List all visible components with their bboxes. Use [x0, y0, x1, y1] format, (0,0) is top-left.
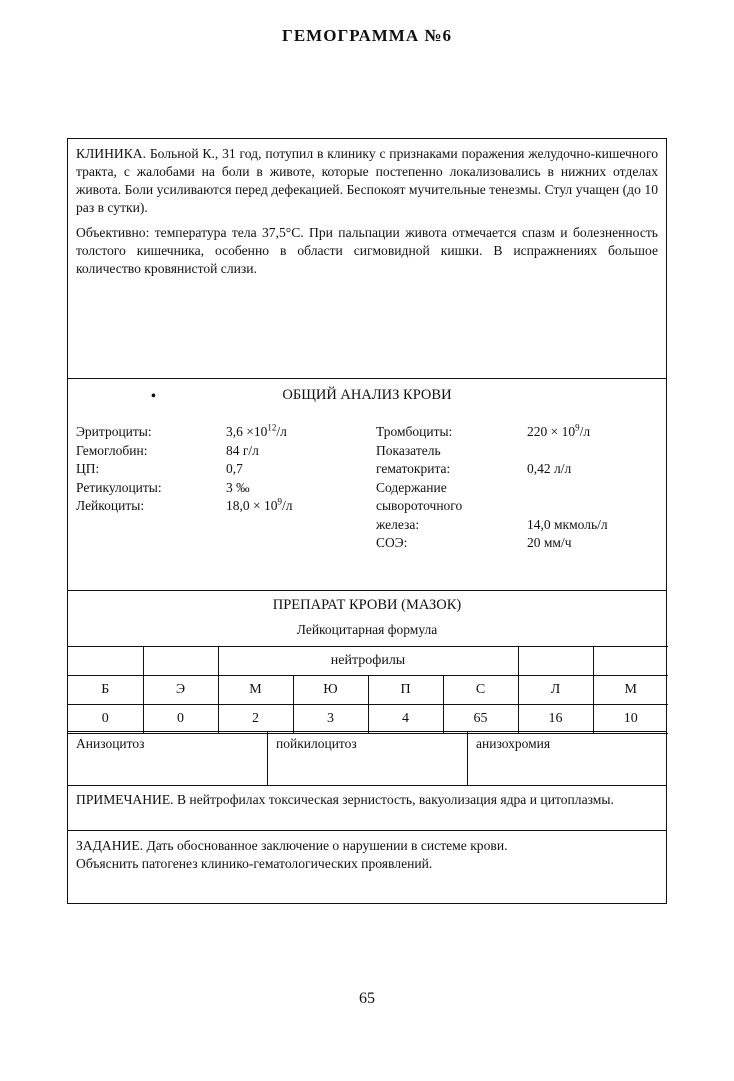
header-empty-cell	[593, 647, 668, 676]
label-hb: Гемоглобин:	[76, 442, 148, 458]
value-metamyelocytes: 3	[293, 705, 368, 734]
cell-type-row	[68, 676, 668, 705]
value-basophils: 0	[68, 705, 143, 734]
value-eosinophils: 0	[143, 705, 218, 734]
label-wbc: Лейкоциты:	[76, 498, 145, 513]
header-empty-cell	[518, 647, 593, 676]
anisochromia-cell: анизохромия	[476, 736, 551, 751]
neutrophils-group-header: нейтрофилы	[218, 647, 518, 676]
leukocyte-formula-table	[68, 646, 668, 734]
value-band: 4	[368, 705, 443, 734]
header-empty-cell	[143, 647, 218, 676]
value-myelocytes: 2	[218, 705, 293, 734]
header-empty-cell	[68, 647, 143, 676]
header-monocytes: М	[593, 676, 668, 705]
leuko-formula-title: Лейкоцитарная формула	[296, 622, 438, 637]
task-line-1: ЗАДАНИЕ. Дать обоснованное заключение о нарушении в системе крови.	[76, 838, 508, 853]
anisocytosis-cell: Анизоцитоз	[68, 732, 268, 785]
label-hct-2: гематокрита:	[376, 461, 451, 476]
left-labels	[76, 423, 162, 516]
hemogram-card	[67, 138, 667, 904]
value-esr: 20 мм/ч	[527, 535, 572, 550]
value-hct: 0,42 л/л	[527, 461, 572, 476]
value-monocytes: 10	[593, 705, 668, 734]
header-band: П	[368, 676, 443, 705]
left-values	[226, 423, 293, 516]
label-esr: СОЭ:	[376, 535, 408, 550]
header-lymphocytes: Л	[518, 676, 593, 705]
label-iron-3: железа:	[376, 516, 420, 532]
label-rbc: Эритроциты:	[76, 424, 152, 439]
value-lymphocytes: 16	[518, 705, 593, 734]
value-plt: $220 \times 10^9/л$	[527, 422, 591, 439]
value-retic: 3 ‰	[226, 479, 250, 495]
bullet-mark: •	[151, 389, 156, 404]
clinic-section	[68, 139, 666, 379]
header-metamyelocytes: Ю	[293, 676, 368, 705]
header-eosinophils: Э	[143, 676, 218, 705]
group-header-row	[68, 647, 668, 676]
label-plt: Тромбоциты:	[376, 424, 453, 439]
note-section: ПРИМЕЧАНИЕ. В нейтрофилах токсическая зернистость, вакуолизация ядра и цитоплазмы.	[68, 786, 666, 831]
smear-section	[68, 591, 666, 731]
label-hct-1: Показатель	[376, 442, 441, 458]
header-basophils: Б	[68, 676, 143, 705]
value-wbc: $18,0 \times 10^9/л$	[226, 496, 293, 513]
clinic-history: КЛИНИКА. Больной К., 31 год, потупил в клинику с признаками поражения желудочно-кишечного тракта, с жалобами на боли в животе, которые постепенно локализовались в нижних отделах живота. Боли усиливаются перед дефекацией. Беспокоят мучительные тенезмы. Стул учащен (до 10 раз в сутки).	[76, 146, 658, 215]
value-hb: 84 г/л	[226, 442, 259, 458]
label-iron-1: Содержание	[376, 479, 447, 495]
blood-analysis-title: ОБЩИЙ АНАЛИЗ КРОВИ	[282, 387, 452, 403]
clinic-objective: Объективно: температура тела 37,5°С. При пальпации живота отмечается спазм и болезненность толстого кишечника, особенно в области сигмовидной кишки. В испражнениях большое количество кровянистой слизи.	[76, 225, 658, 276]
smear-title: ПРЕПАРАТ КРОВИ (МАЗОК)	[272, 597, 462, 613]
morphology-row	[68, 731, 666, 786]
label-cp: ЦП:	[76, 461, 100, 476]
blood-analysis-section	[68, 379, 666, 591]
page-number: 65	[359, 990, 375, 1007]
right-values	[527, 423, 608, 553]
value-rbc: $3,6 \times 10^{12}/л$	[226, 422, 287, 439]
right-labels	[376, 423, 462, 553]
poikilocytosis-cell: пойкилоцитоз	[268, 732, 468, 785]
values-row	[68, 705, 668, 734]
task-line-2: Объяснить патогенез клинико-гематологических проявлений.	[76, 856, 433, 871]
header-myelocytes: М	[218, 676, 293, 705]
task-section	[68, 831, 666, 873]
label-iron-2: сывороточного	[376, 498, 463, 513]
page-title: ГЕМОГРАММА №6	[282, 26, 452, 45]
value-segmented: 65	[443, 705, 518, 734]
value-iron: 14,0 мкмоль/л	[527, 516, 608, 532]
value-cp: 0,7	[226, 461, 243, 476]
label-retic: Ретикулоциты:	[76, 479, 162, 495]
header-segmented: С	[443, 676, 518, 705]
